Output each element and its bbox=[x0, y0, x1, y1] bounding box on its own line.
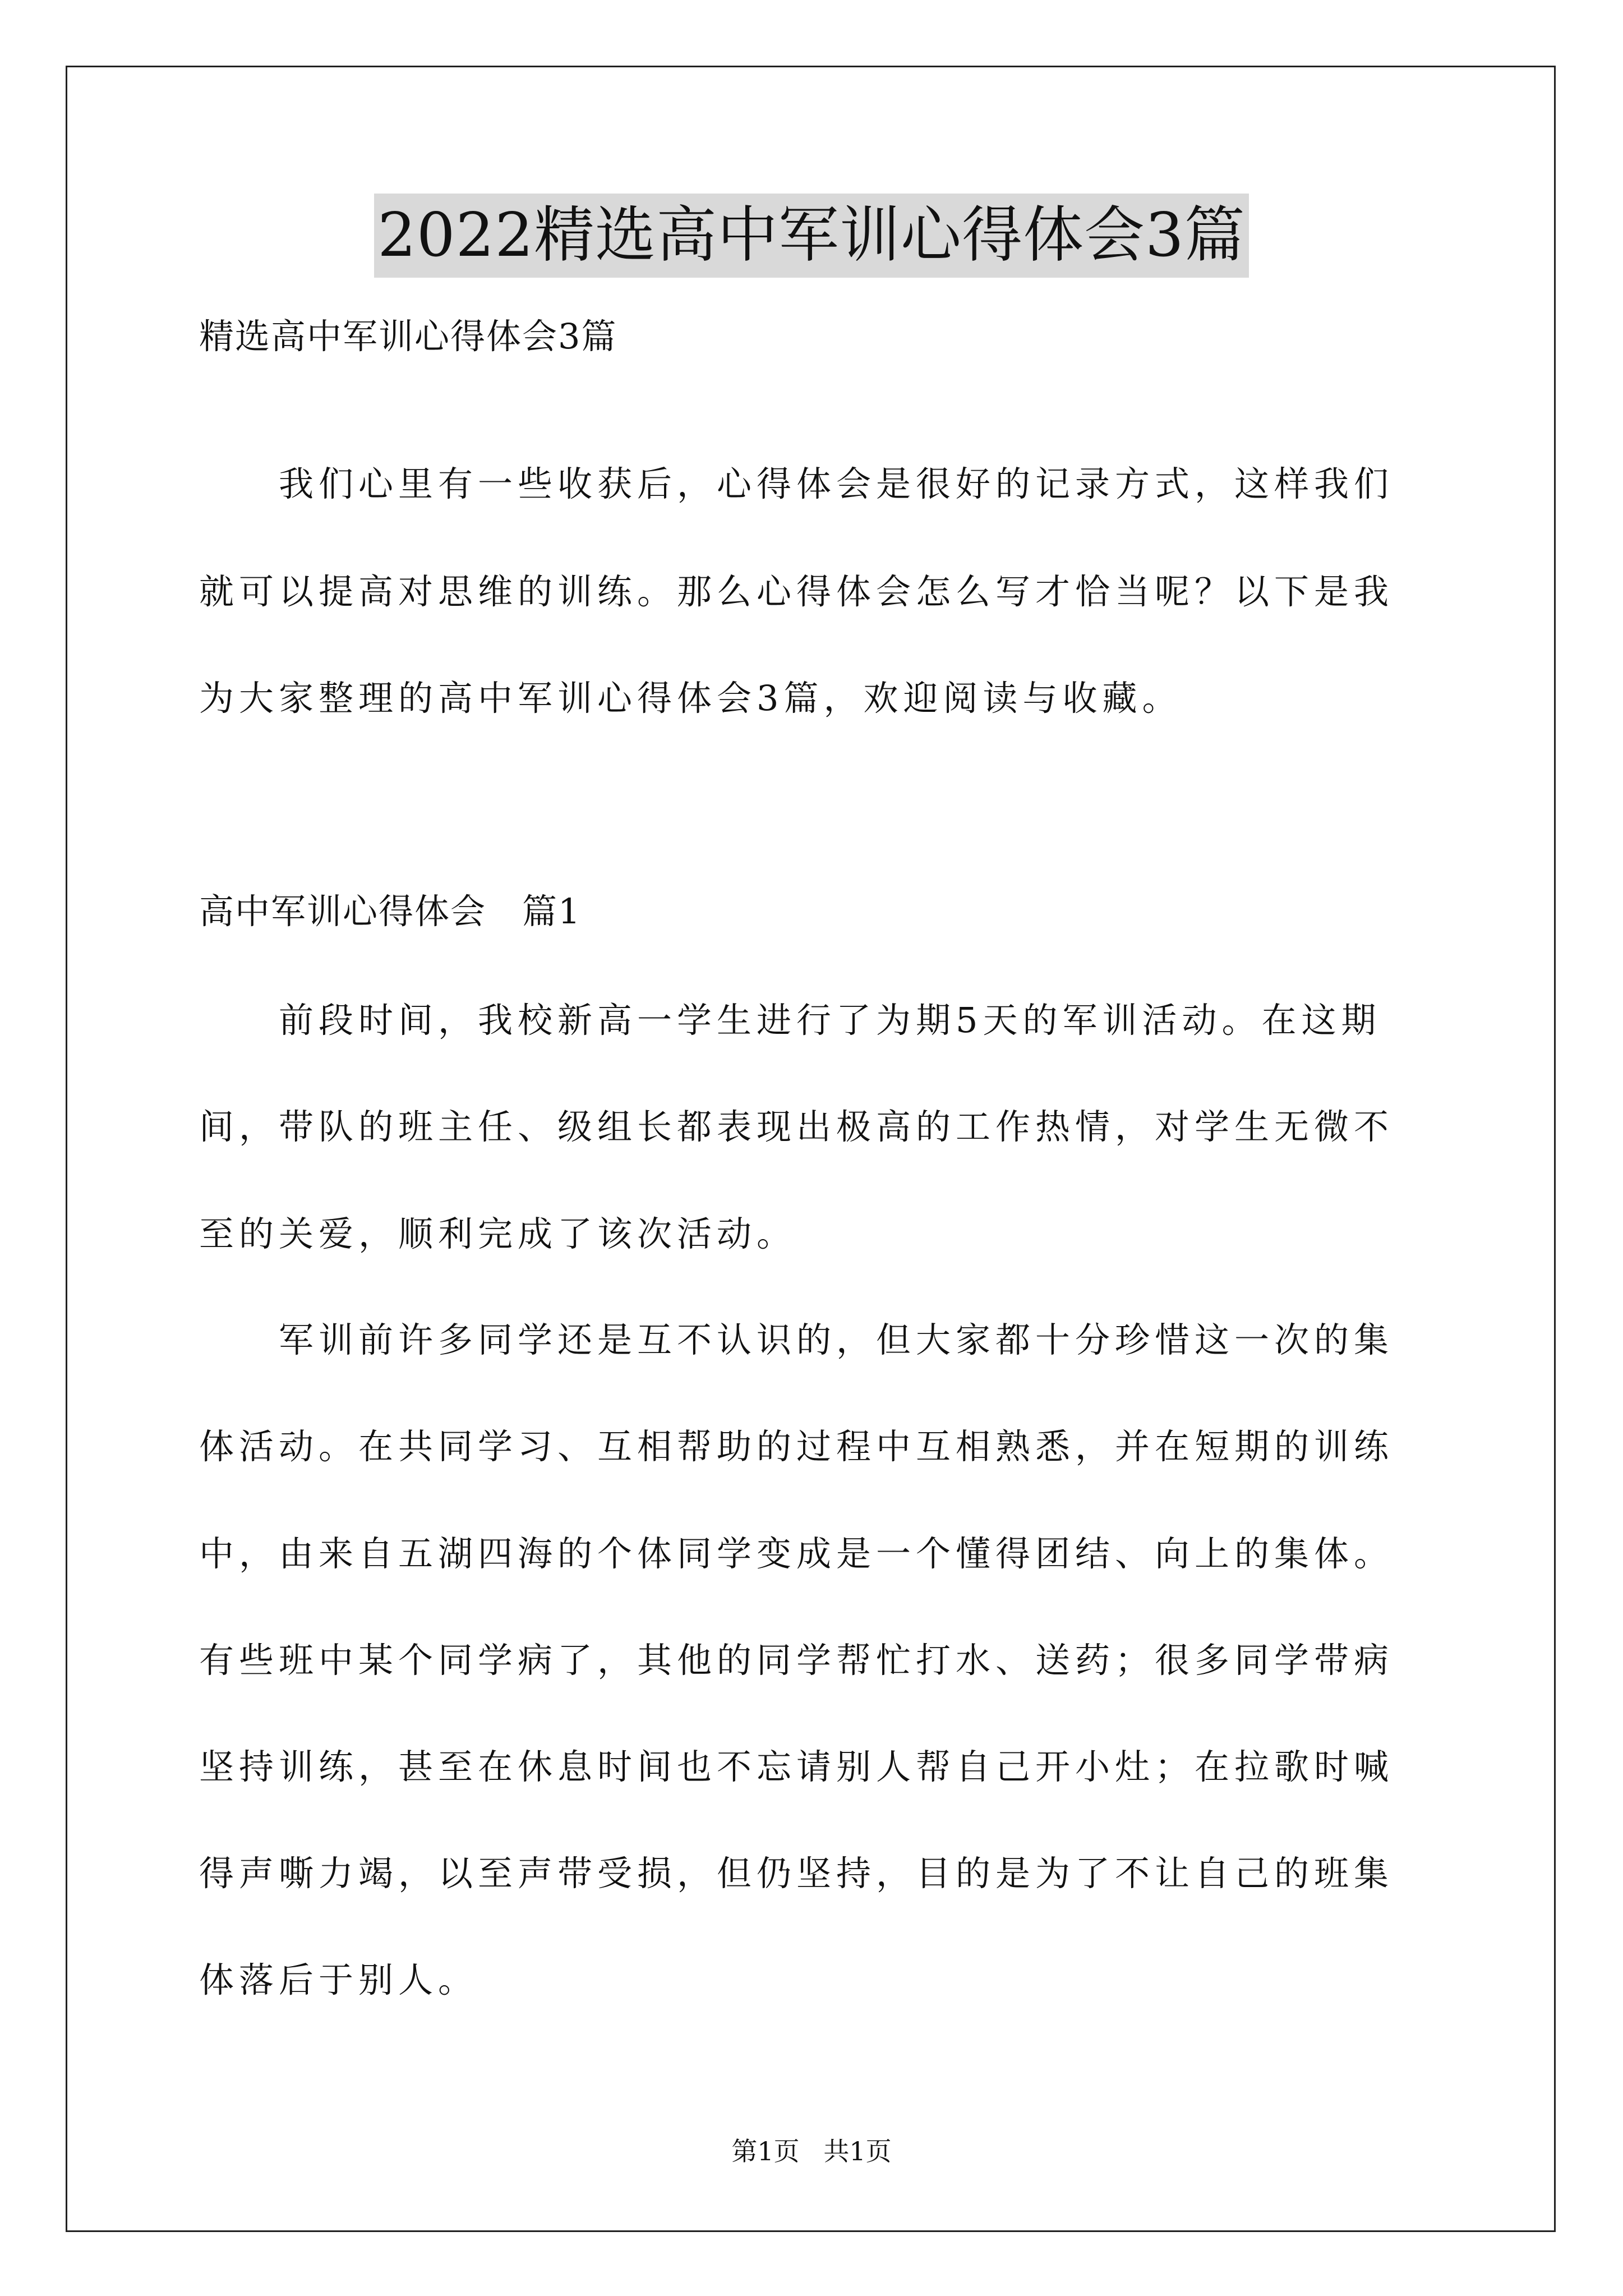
paragraph-line: 体落后于别人。 bbox=[199, 1959, 478, 2000]
document-title: 2022精选高中军训心得体会3篇 bbox=[374, 194, 1249, 278]
paragraph-line: 得声嘶力竭，以至声带受损，但仍坚持，目的是为了不让自己的班集 bbox=[199, 1853, 1394, 1894]
title-container bbox=[0, 194, 1623, 278]
page-number: 第1页 bbox=[731, 2136, 800, 2166]
intro-line: 为大家整理的高中军训心得体会3篇，欢迎阅读与收藏。 bbox=[199, 678, 1182, 719]
paragraph-line: 至的关爱，顺利完成了该次活动。 bbox=[199, 1213, 797, 1254]
paragraph-line: 军训前许多同学还是互不认识的，但大家都十分珍惜这一次的集 bbox=[199, 1319, 1394, 1360]
page-footer bbox=[0, 2132, 1623, 2171]
intro-line: 我们心里有一些收获后，心得体会是很好的记录方式，这样我们 bbox=[199, 463, 1394, 504]
paragraph-line: 中，由来自五湖四海的个体同学变成是一个懂得团结、向上的集体。 bbox=[199, 1533, 1394, 1574]
section-heading: 高中军训心得体会 篇1 bbox=[199, 891, 582, 932]
paragraph-line: 坚持训练，甚至在休息时间也不忘请别人帮自己开小灶；在拉歌时喊 bbox=[199, 1746, 1394, 1787]
page-total: 共1页 bbox=[823, 2136, 892, 2166]
paragraph-line: 前段时间，我校新高一学生进行了为期5天的军训活动。在这期 bbox=[199, 1000, 1381, 1041]
paragraph-line: 有些班中某个同学病了，其他的同学帮忙打水、送药；很多同学带病 bbox=[199, 1640, 1394, 1681]
intro-line: 就可以提高对思维的训练。那么心得体会怎么写才恰当呢？以下是我 bbox=[199, 571, 1394, 612]
document-subtitle: 精选高中军训心得体会3篇 bbox=[199, 316, 617, 357]
paragraph-line: 体活动。在共同学习、互相帮助的过程中互相熟悉，并在短期的训练 bbox=[199, 1426, 1394, 1467]
paragraph-line: 间，带队的班主任、级组长都表现出极高的工作热情，对学生无微不 bbox=[199, 1106, 1394, 1147]
